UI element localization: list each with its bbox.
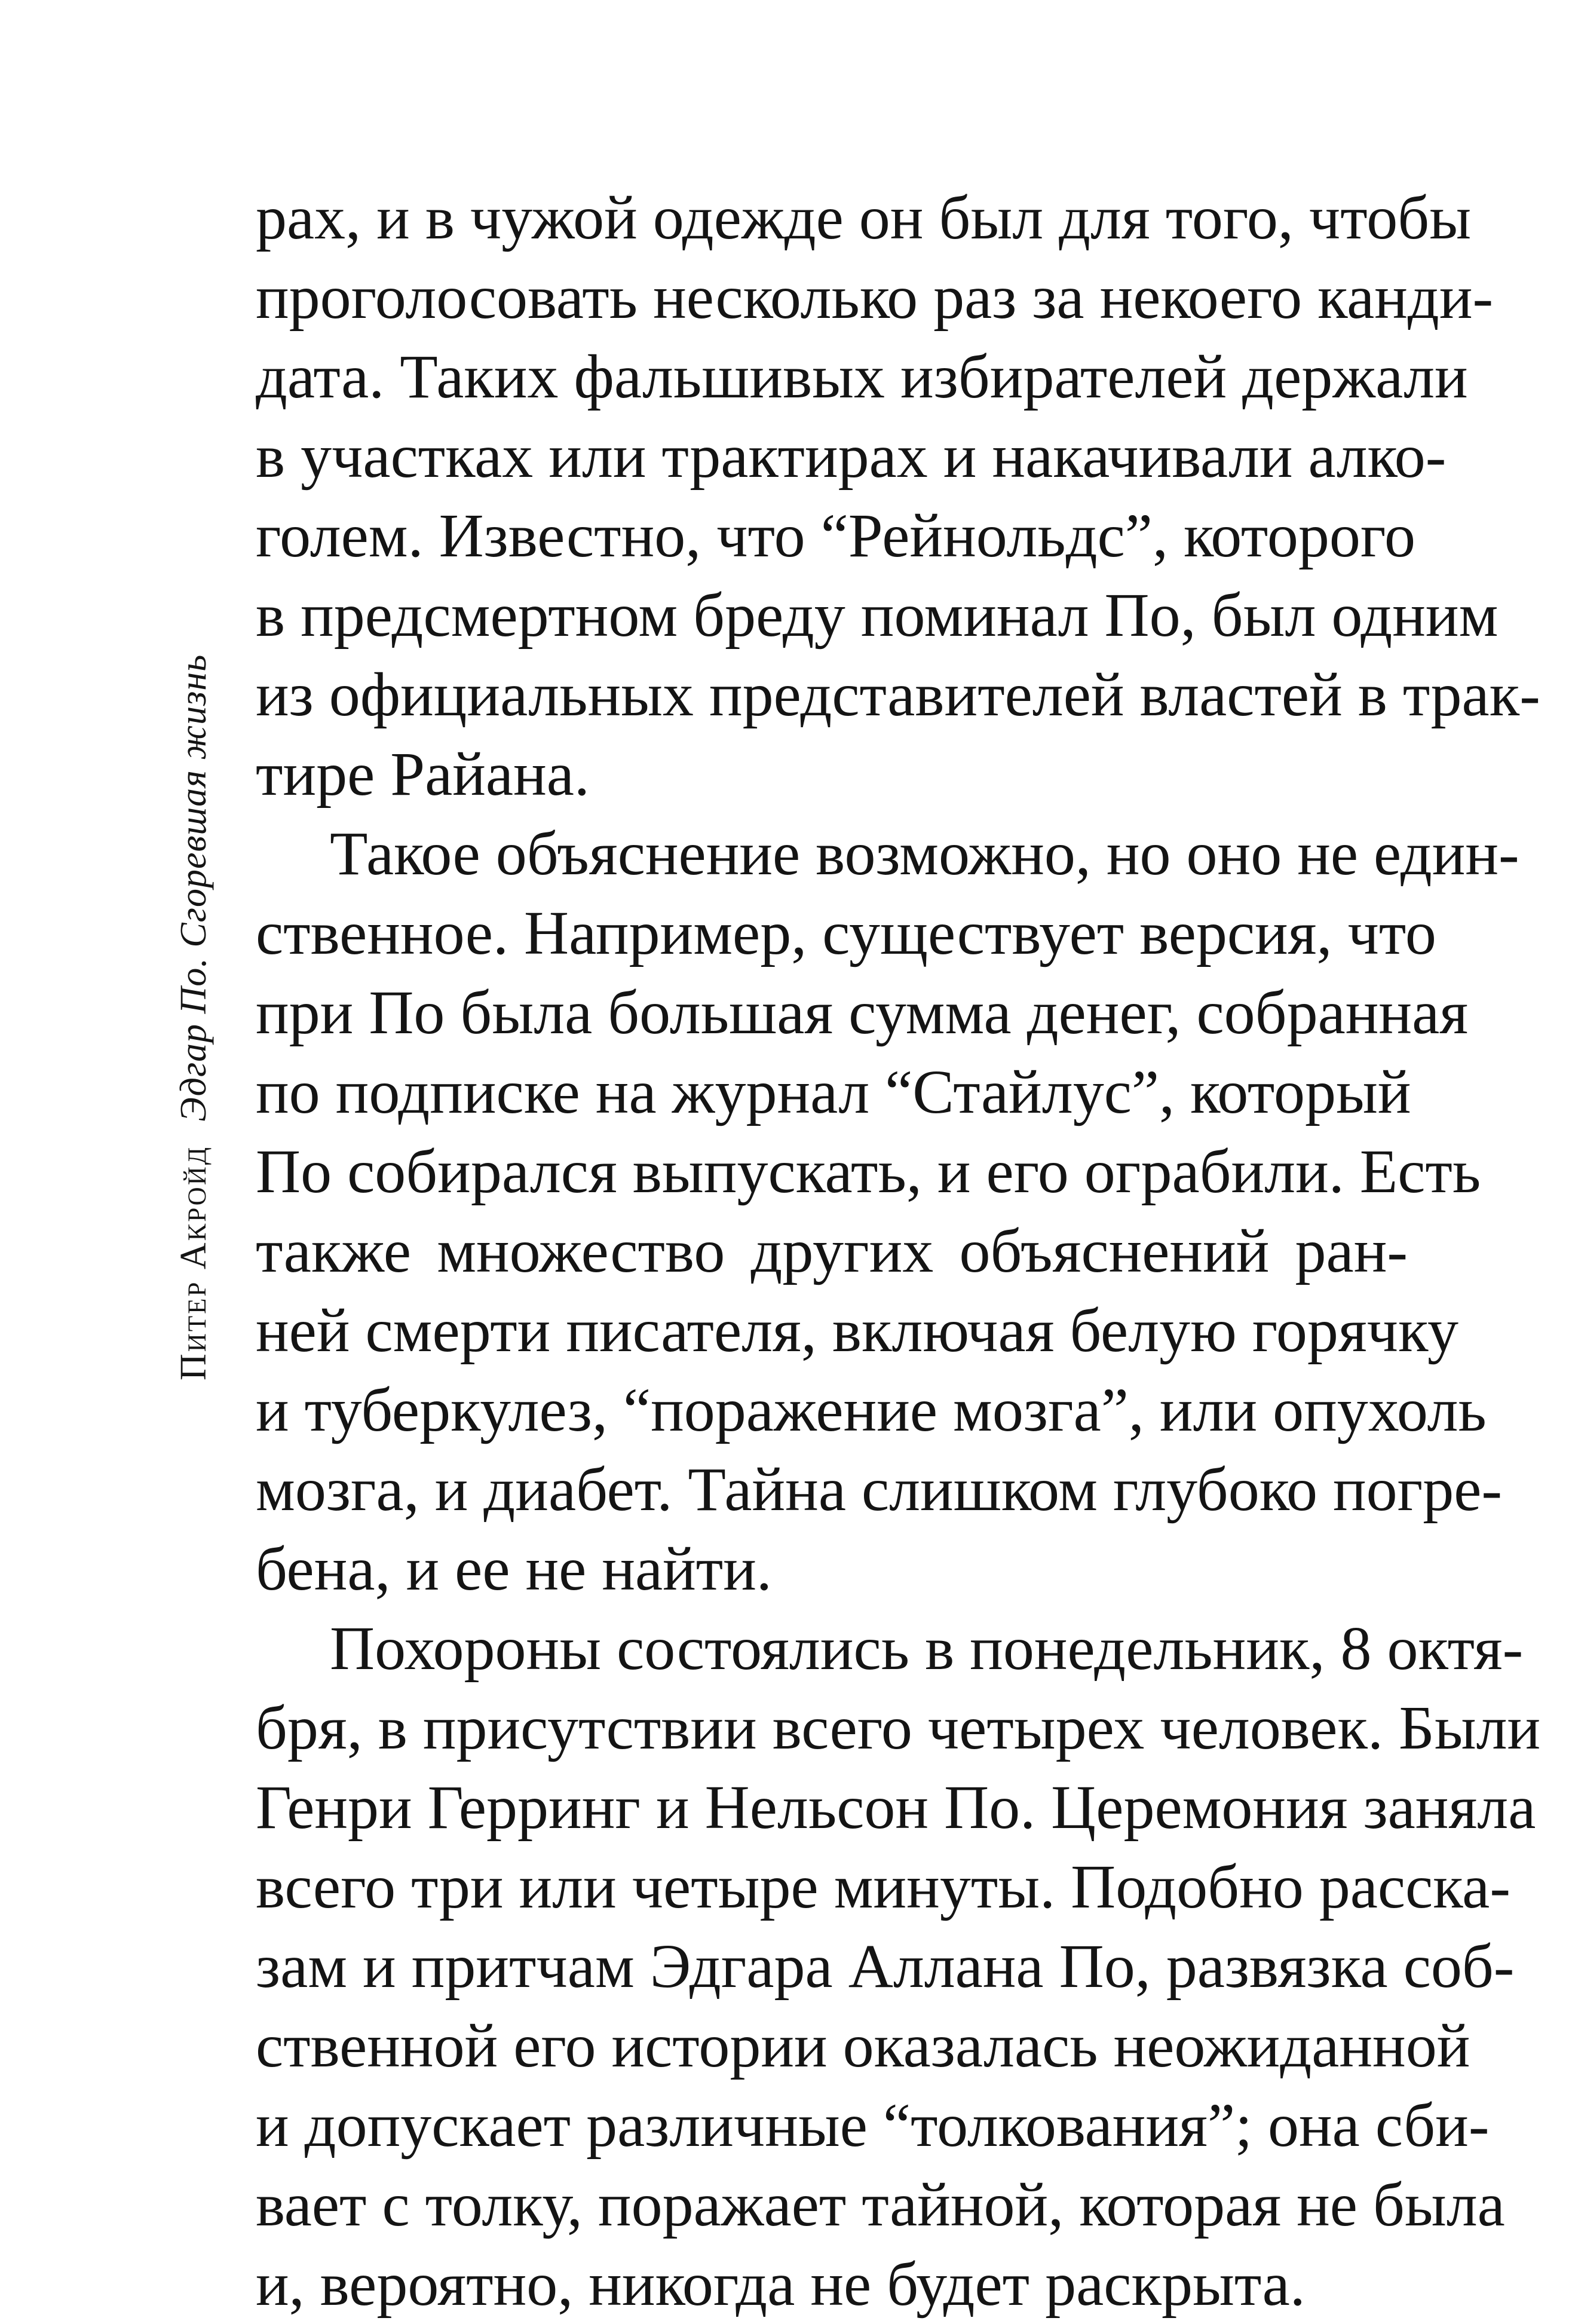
text-line: бря, в присутствии всего четырех человек. Были (256, 1694, 1541, 1762)
text-line: дата. Таких фальшивых избирателей держали (256, 342, 1468, 411)
paragraph (256, 814, 1519, 1609)
text-line: вает с толку, поражает тайной, которая не была (256, 2170, 1505, 2239)
text-line: из официальных представителей властей в трак- (256, 660, 1540, 729)
text-line: также множество других объяснений ран- (256, 1217, 1408, 1285)
text-line: Генри Герринг и Нельсон По. Церемония заняла (256, 1773, 1536, 1842)
running-head-book-title: Эдгар По. Сгоревшая жизнь (173, 654, 214, 1122)
text-line: По собирался выпускать, и его ограбили. Есть (256, 1137, 1481, 1206)
text-line: при По была большая сумма денег, собранная (256, 978, 1469, 1047)
paragraph (256, 178, 1540, 814)
text-line: ственное. Например, существует версия, что (256, 899, 1436, 967)
running-head (164, 394, 223, 1380)
text-line: тире Райана. (256, 740, 590, 809)
text-line: зам и притчам Эдгара Аллана По, развязка соб- (256, 1932, 1515, 2001)
text-line: в предсмертном бреду поминал По, был одним (256, 581, 1499, 650)
text-line: в участках или трактирах и накачивали алко- (256, 422, 1447, 491)
text-line: Такое объяснение возможно, но оно не един- (330, 819, 1519, 888)
text-line: и туберкулез, “поражение мозга”, или опухоль (256, 1376, 1487, 1444)
text-line: мозга, и диабет. Тайна слишком глубоко погре- (256, 1455, 1503, 1524)
text-line: проголосовать несколько раз за некоего канди- (256, 263, 1494, 332)
paragraph (256, 1609, 1541, 2324)
text-line: и допускает различные “толкования”; она сби- (256, 2091, 1490, 2160)
text-line: и, вероятно, никогда не будет раскрыта. (256, 2250, 1306, 2319)
text-line: Похороны состоялись в понедельник, 8 октя- (330, 1614, 1524, 1683)
text-line: по подписке на журнал “Стайлус”, который (256, 1058, 1411, 1126)
text-line: всего три или четыре минуты. Подобно расска- (256, 1853, 1510, 1921)
text-line: ней смерти писателя, включая белую горячку (256, 1296, 1459, 1365)
text-line: голем. Известно, что “Рейнольдс”, которого (256, 501, 1415, 570)
text-line: бена, и ее не найти. (256, 1535, 772, 1603)
text-line: рах, и в чужой одежде он был для того, чтобы (256, 183, 1472, 252)
body-text (256, 178, 1541, 2324)
text-line: ственной его истории оказалась неожиданной (256, 2011, 1470, 2080)
running-head-author: Питер Акройд (173, 1145, 214, 1380)
